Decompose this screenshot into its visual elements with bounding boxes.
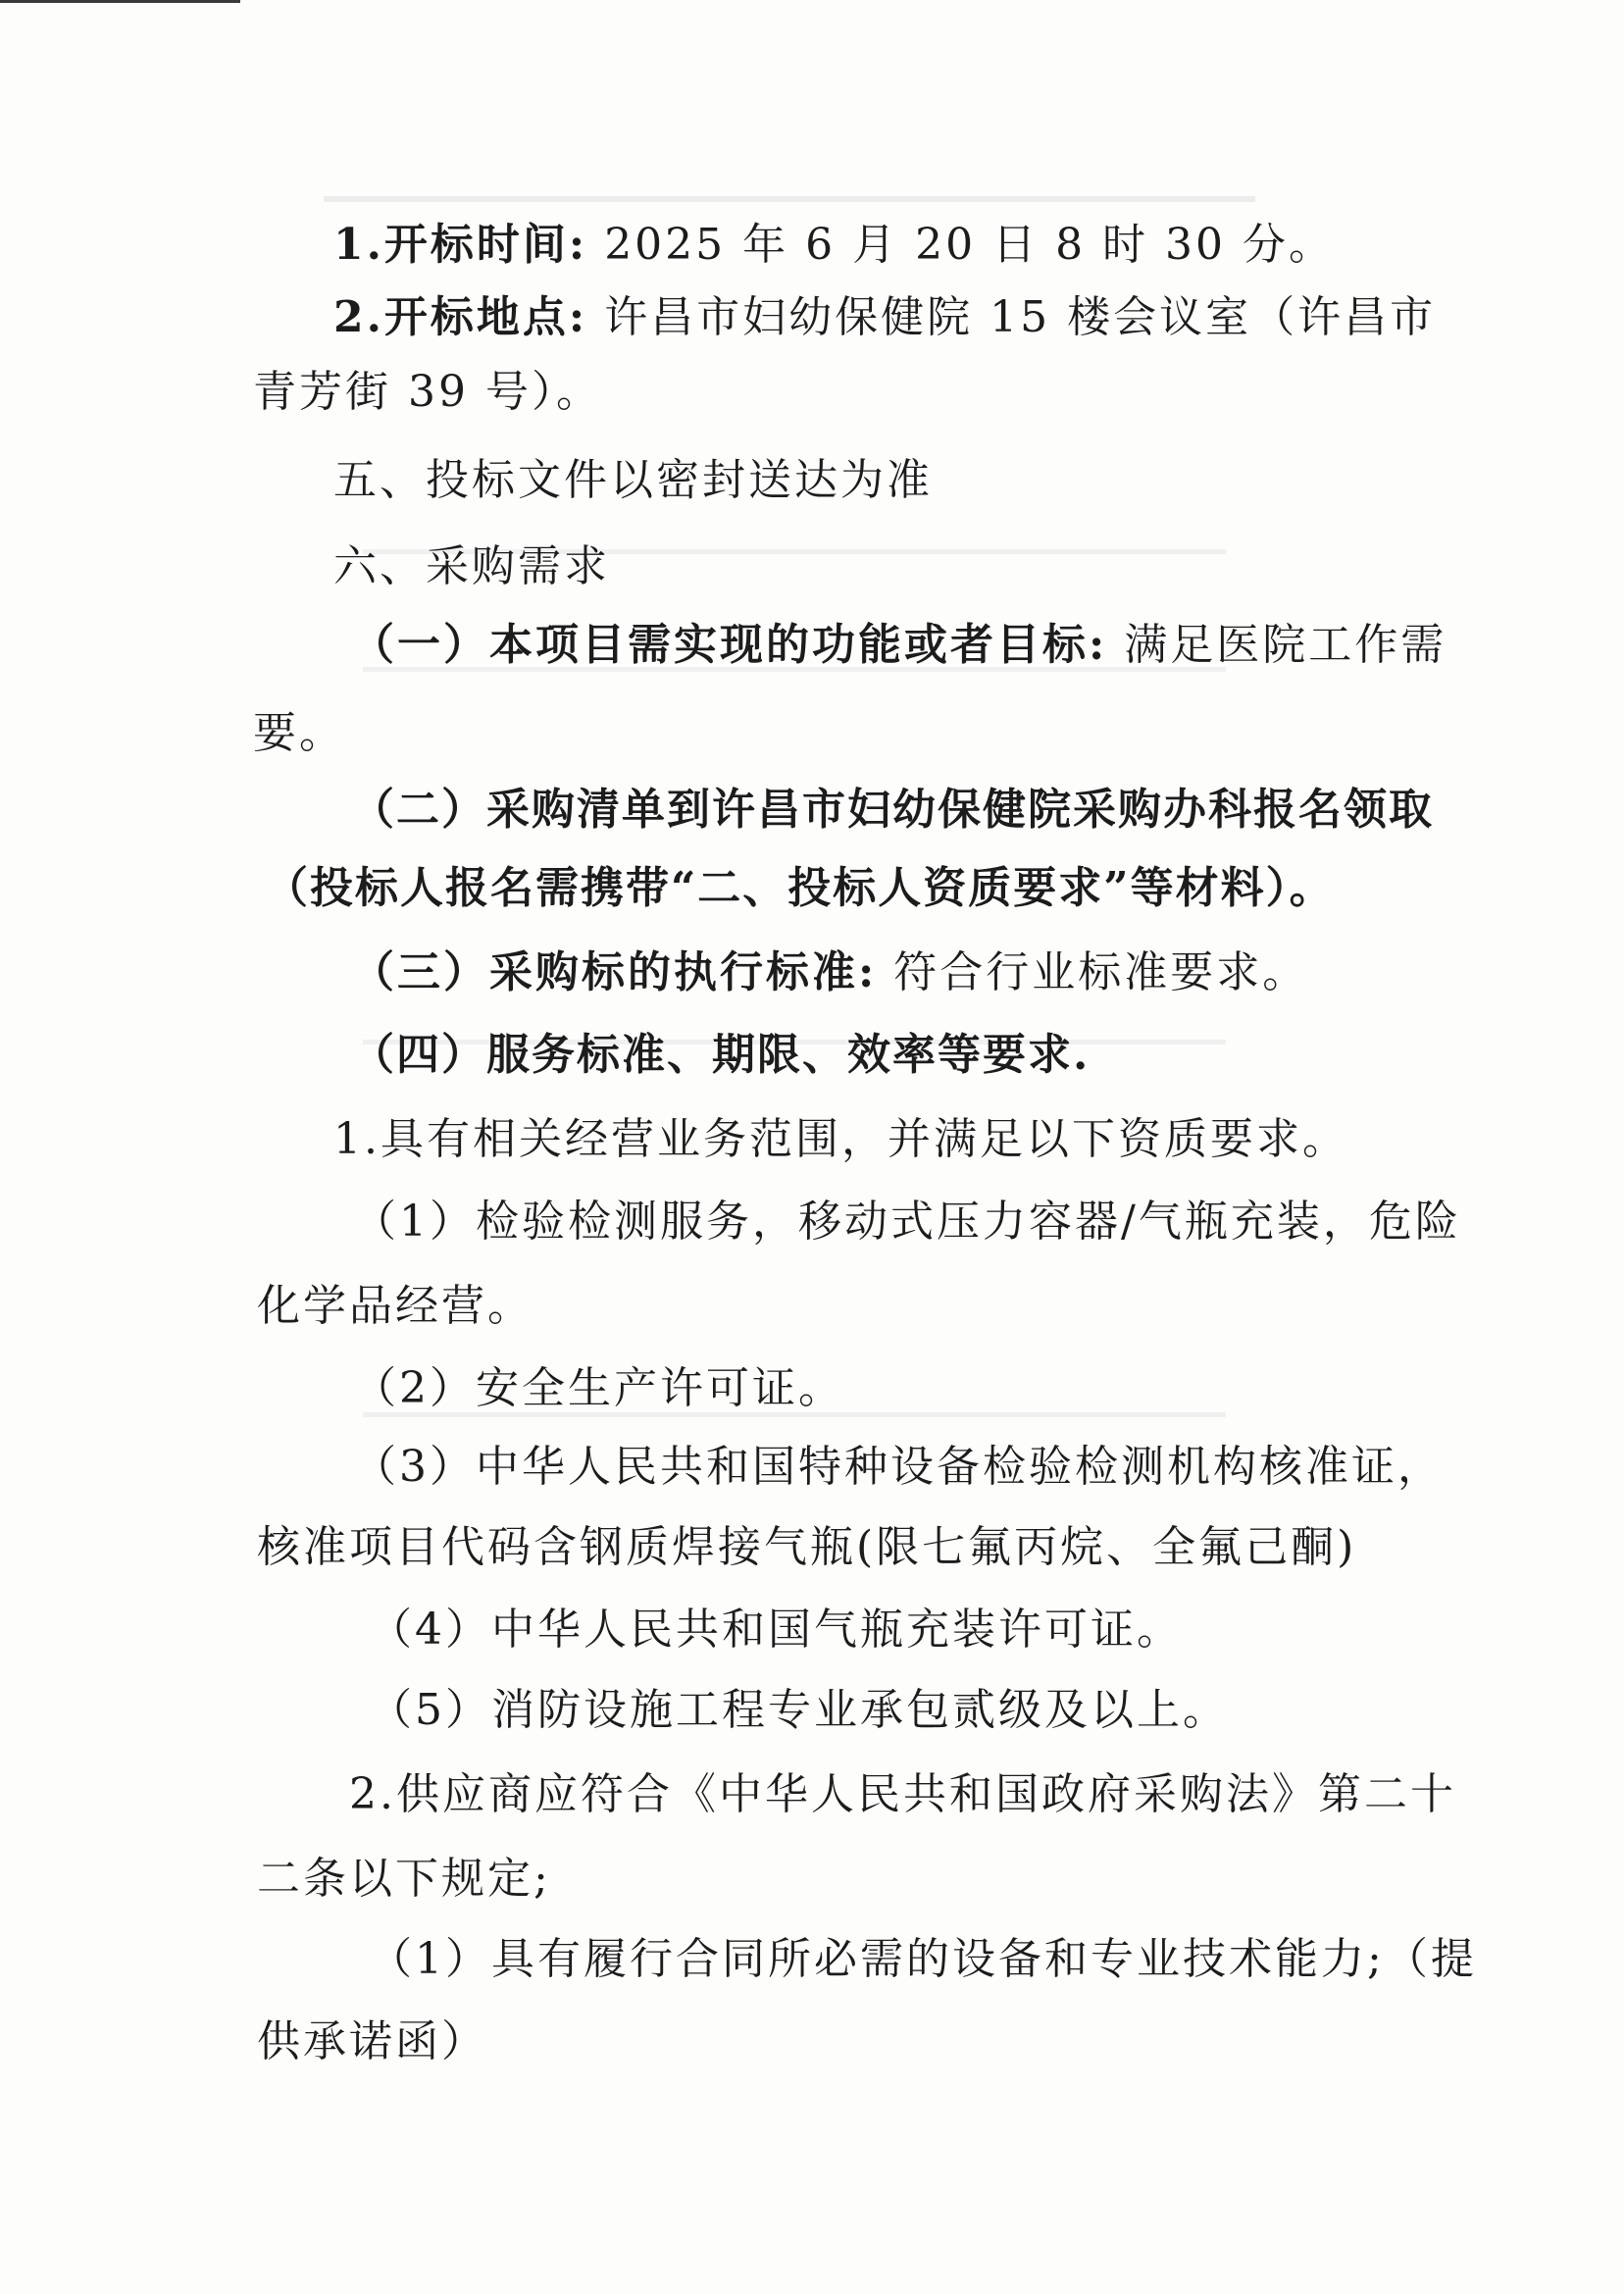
- item-1-4: （4）中华人民共和国气瓶充装许可证。: [369, 1605, 1183, 1655]
- item-1-3: （3）中华人民共和国特种设备检验检测机构核准证，: [353, 1442, 1444, 1492]
- item-2-1: （1）具有履行合同所必需的设备和专业技术能力;（提: [369, 1934, 1477, 1984]
- section-6-heading: 六、采购需求: [333, 541, 610, 591]
- requirement-2-line-1: （二）采购清单到许昌市妇幼保健院采购办科报名领取: [351, 785, 1434, 835]
- item-1-2: （2）安全生产许可证。: [353, 1363, 844, 1413]
- section-5-heading: 五、投标文件以密封送达为准: [333, 455, 933, 505]
- requirement-3-line: [351, 947, 1308, 998]
- opening-time-label: 1.开标时间:: [333, 220, 588, 270]
- item-2-continued: 二条以下规定;: [257, 1854, 551, 1904]
- requirement-1-label: （一）本项目需实现的功能或者目标:: [351, 620, 1108, 670]
- opening-place-value: 许昌市妇幼保健院 15 楼会议室（许昌市: [604, 292, 1437, 342]
- opening-place-line: [333, 292, 1436, 343]
- item-2-1-continued: 供承诺函）: [257, 2016, 487, 2066]
- requirement-2-line-2: （投标人报名需携带“二、投标人资质要求”等材料）。: [265, 863, 1335, 913]
- requirement-1-continued: 要。: [253, 708, 345, 758]
- opening-time-value: 2025 年 6 月 20 日 8 时 30 分。: [604, 220, 1336, 270]
- opening-place-label: 2.开标地点:: [333, 292, 588, 342]
- requirement-4-heading: （四）服务标准、期限、效率等要求.: [351, 1030, 1091, 1080]
- requirement-3-value: 符合行业标准要求。: [893, 947, 1309, 997]
- item-1-3-continued: 核准项目代码含钢质焊接气瓶(限七氟丙烷、全氟己酮): [257, 1522, 1357, 1572]
- requirement-3-label: （三）采购标的执行标准:: [351, 947, 878, 997]
- item-1-1: （1）检验检测服务，移动式压力容器/气瓶充装，危险: [353, 1197, 1461, 1247]
- item-1-5: （5）消防设施工程专业承包贰级及以上。: [369, 1685, 1229, 1735]
- requirement-1-line: [351, 620, 1446, 671]
- item-2: 2.供应商应符合《中华人民共和国政府采购法》第二十: [349, 1769, 1456, 1819]
- item-1: 1.具有相关经营业务范围，并满足以下资质要求。: [333, 1114, 1348, 1164]
- opening-time-line: [333, 220, 1335, 271]
- scan-edge-mark: [0, 0, 240, 3]
- item-1-1-continued: 化学品经营。: [257, 1281, 533, 1331]
- requirement-1-value: 满足医院工作需: [1124, 620, 1447, 670]
- opening-place-continued: 青芳街 39 号）。: [253, 367, 602, 417]
